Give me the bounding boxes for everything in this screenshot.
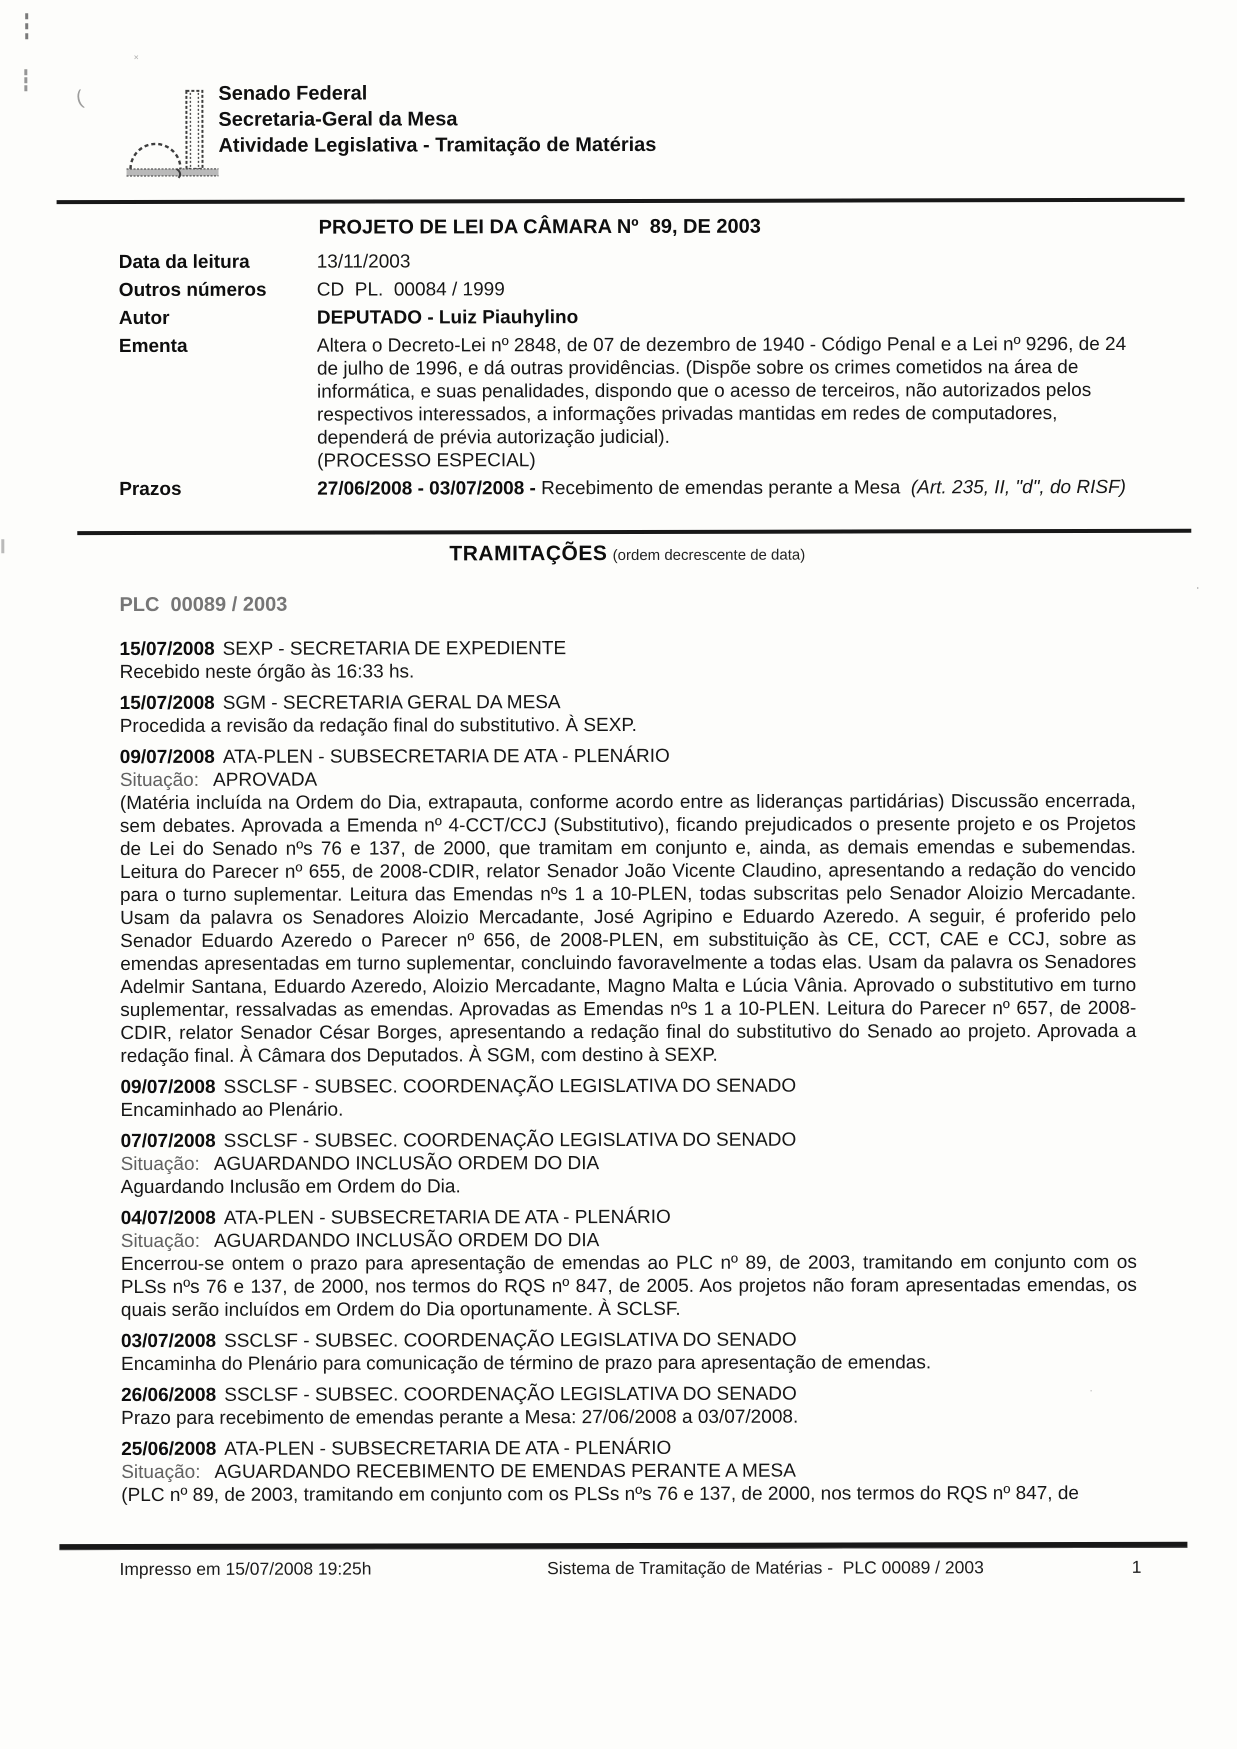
org-department: Secretaria-Geral da Mesa	[218, 108, 458, 131]
scan-artifact	[1, 539, 7, 553]
scan-artifact: ˟	[134, 53, 139, 68]
header-divider	[57, 198, 1185, 204]
tramitacao-entry	[121, 1328, 1137, 1376]
entry-body: (Matéria incluída na Ordem do Dia, extrapauta, conforme acordo entre as lideranças partidárias) Discussão encerrada, sem debates. Aprovada a Emenda nº 4-CCT/CCJ (Substitutivo), ficando prejudicados o presente projeto e os Projetos de Lei do Senado nºs 76 e 137, de 2000, que tramitam em conjunto e, ainda, as demais emendas e subemendas. Leitura do Parecer nº 655, de 2008-CDIR, relator Senador João Vicente Claudino, apresentando a redação do vencido para o turno suplementar. Leitura das Emendas nºs 1 a 10-PLEN, todas subscritas pelo Senador Aloizio Mercadante. Usam da palavra os Senadores Aloizio Mercadante, José Agripino e Eduardo Azeredo. A seguir, é proferido pelo Senador Eduardo Azeredo o Parecer nº 656, de 2008-PLEN, em substituição às CE, CCT, CAE e CCJ, sobre as emendas apresentadas em turno suplementar, concluindo favoravelmente a todas elas. Usam da palavra os Senadores Adelmir Santana, Eduardo Azeredo, Aloizio Mercadante, Magno Malta e Lúcia Vânia. Aprovado o substitutivo em turno suplementar, ressalvadas as emendas. Aprovadas as Emendas nºs 1 a 10-PLEN. Leitura do Parecer nº 657, de 2008-CDIR, relator Senador César Borges, apresentando a redação final do substitutivo do Senado ao projeto. Aprovada a redação final. À Câmara dos Deputados. À SGM, com destino à SEXP.	[119, 790, 1137, 1068]
tramitacao-entry	[120, 744, 1137, 1068]
tramitacao-entry	[120, 1074, 1136, 1122]
field-label: Autor	[118, 307, 170, 330]
document-header	[116, 79, 1132, 159]
situacao-label: Situação:	[119, 769, 200, 792]
field-data-leitura	[119, 249, 1135, 274]
field-prazos	[119, 476, 1135, 501]
field-autor	[119, 305, 1135, 330]
process-id: PLC 00089 / 2003	[119, 593, 288, 617]
field-ementa	[119, 333, 1135, 473]
field-value: CD PL. 00084 / 1999	[316, 279, 505, 301]
entry-date: 03/07/2008	[120, 1330, 217, 1353]
entry-body: Prazo para recebimento de emendas perante a Mesa: 27/06/2008 a 03/07/2008.	[121, 1406, 799, 1430]
section-divider	[77, 529, 1191, 535]
entry-body: Encerrou-se ontem o prazo para apresentação de emendas ao PLC nº 89, de 2003, tramitando em conjunto com os PLSs nºs 76 e 137, de 2000, nos termos do RQS nº 847, de 2005. Aos projetos não foram apresentadas emendas, os quais serão incluídos em Ordem do Dia oportunamente. À SCLSF.	[120, 1251, 1137, 1322]
prazos-dates: 27/06/2008 - 03/07/2008 -	[317, 478, 542, 500]
entry-org: SEXP - SECRETARIA DE EXPEDIENTE	[222, 638, 567, 660]
scan-artifact: ·	[1195, 578, 1201, 595]
entry-date: 15/07/2008	[119, 692, 215, 715]
field-value	[317, 476, 1135, 501]
tramitacoes-heading	[119, 541, 1135, 568]
situacao-value: APROVADA	[213, 769, 318, 791]
prazos-description: Recebimento de emendas perante a Mesa	[541, 477, 911, 500]
prazos-legal-reference: (Art. 235, II, "d", do RISF)	[910, 476, 1127, 499]
entry-body: Procedida a revisão da redação final do substitutivo. À SEXP.	[119, 714, 637, 738]
scan-artifact: (	[74, 86, 86, 110]
entry-org: SSCLSF - SUBSEC. COORDENAÇÃO LEGISLATIVA DO SENADO	[224, 1383, 797, 1406]
entry-org: ATA-PLEN - SUBSECRETARIA DE ATA - PLENÁRIO	[222, 745, 670, 768]
entry-date: 09/07/2008	[120, 1076, 216, 1099]
situacao-label: Situação:	[121, 1461, 201, 1484]
scan-artifact: ·	[1089, 1383, 1094, 1398]
page-footer	[119, 1557, 1141, 1580]
tramitacao-entry	[121, 1205, 1137, 1322]
tramitacao-entry	[120, 636, 1136, 684]
field-outros-numeros	[119, 277, 1135, 302]
field-label: Outros números	[118, 279, 267, 302]
situacao-label: Situação:	[120, 1230, 201, 1253]
entry-body: Encaminha do Plenário para comunicação de término de prazo para apresentação de emendas.	[121, 1352, 932, 1376]
tramitacoes-section	[119, 541, 1137, 1515]
tramitacao-entry	[121, 1128, 1137, 1199]
entry-body: Recebido neste órgão às 16:33 hs.	[119, 661, 415, 684]
entry-org: ATA-PLEN - SUBSECRETARIA DE ATA - PLENÁRIO	[223, 1206, 671, 1229]
entry-date: 26/06/2008	[121, 1384, 217, 1407]
field-value: DEPUTADO - Luiz Piauhylino	[316, 307, 579, 329]
tramitacoes-title: TRAMITAÇÕES	[449, 542, 608, 566]
scan-artifact	[25, 13, 31, 39]
entry-org: SSCLSF - SUBSEC. COORDENAÇÃO LEGISLATIVA DO SENADO	[223, 1075, 797, 1098]
entry-date: 15/07/2008	[119, 638, 215, 661]
entry-org: SSCLSF - SUBSEC. COORDENAÇÃO LEGISLATIVA DO SENADO	[223, 1129, 797, 1152]
entry-date: 25/06/2008	[121, 1438, 217, 1461]
senado-congress-building-icon	[124, 83, 220, 191]
tramitacoes-list	[120, 636, 1138, 1507]
entry-body: Encaminhado ao Plenário.	[120, 1099, 344, 1122]
tramitacao-entry	[121, 1436, 1137, 1507]
field-value: 13/11/2003	[316, 251, 411, 273]
entry-org: ATA-PLEN - SUBSECRETARIA DE ATA - PLENÁRIO	[224, 1437, 672, 1460]
situacao-value: AGUARDANDO RECEBIMENTO DE EMENDAS PERANTE A MESA	[214, 1460, 796, 1483]
entry-body: (PLC nº 89, de 2003, tramitando em conjunto com os PLSs nºs 76 e 137, de 2000, nos termos do RQS nº 847, de	[121, 1483, 1079, 1507]
tramitacao-entry	[120, 690, 1136, 738]
field-value: Altera o Decreto-Lei nº 2848, de 07 de dezembro de 1940 - Código Penal e a Lei nº 9296, de 24 de julho de 1996, e dá outras providências. (Dispõe sobre os crimes cometidos na área de informática, e suas penalidades, dispondo que o acesso de terceiros, não autorizados pelos respectivos interessados, a informações privadas mantidas em redes de computadores, dependerá de prévia autorização judicial). (PROCESSO ESPECIAL)	[316, 333, 1132, 472]
field-label: Data da leitura	[118, 251, 250, 274]
entry-body: Aguardando Inclusão em Ordem do Dia.	[120, 1176, 461, 1199]
org-system-line: Atividade Legislativa - Tramitação de Matérias	[218, 133, 657, 157]
tramitacoes-subtitle: (ordem decrescente de data)	[612, 546, 806, 565]
entry-org: SSCLSF - SUBSEC. COORDENAÇÃO LEGISLATIVA DO SENADO	[224, 1329, 797, 1352]
document-meta	[119, 215, 1136, 506]
footer-divider	[59, 1542, 1187, 1550]
situacao-value: AGUARDANDO INCLUSÃO ORDEM DO DIA	[213, 1153, 600, 1175]
field-label: Prazos	[119, 478, 182, 501]
print-timestamp: Impresso em 15/07/2008 19:25h	[119, 1558, 372, 1580]
tramitacao-entry	[121, 1382, 1137, 1430]
document-title: PROJETO DE LEI DA CÂMARA Nº 89, DE 2003	[318, 215, 761, 239]
page-number: 1	[1131, 1556, 1142, 1577]
entry-date: 07/07/2008	[120, 1130, 216, 1153]
entry-date: 09/07/2008	[119, 746, 215, 769]
org-name: Senado Federal	[218, 82, 368, 105]
field-label: Ementa	[118, 335, 188, 358]
situacao-label: Situação:	[120, 1153, 200, 1176]
entry-date: 04/07/2008	[120, 1207, 216, 1230]
scan-artifact	[24, 69, 30, 91]
entry-org: SGM - SECRETARIA GERAL DA MESA	[222, 692, 561, 714]
system-name: Sistema de Tramitação de Matérias - PLC 00089 / 2003	[547, 1557, 984, 1579]
situacao-value: AGUARDANDO INCLUSÃO ORDEM DO DIA	[213, 1230, 600, 1252]
